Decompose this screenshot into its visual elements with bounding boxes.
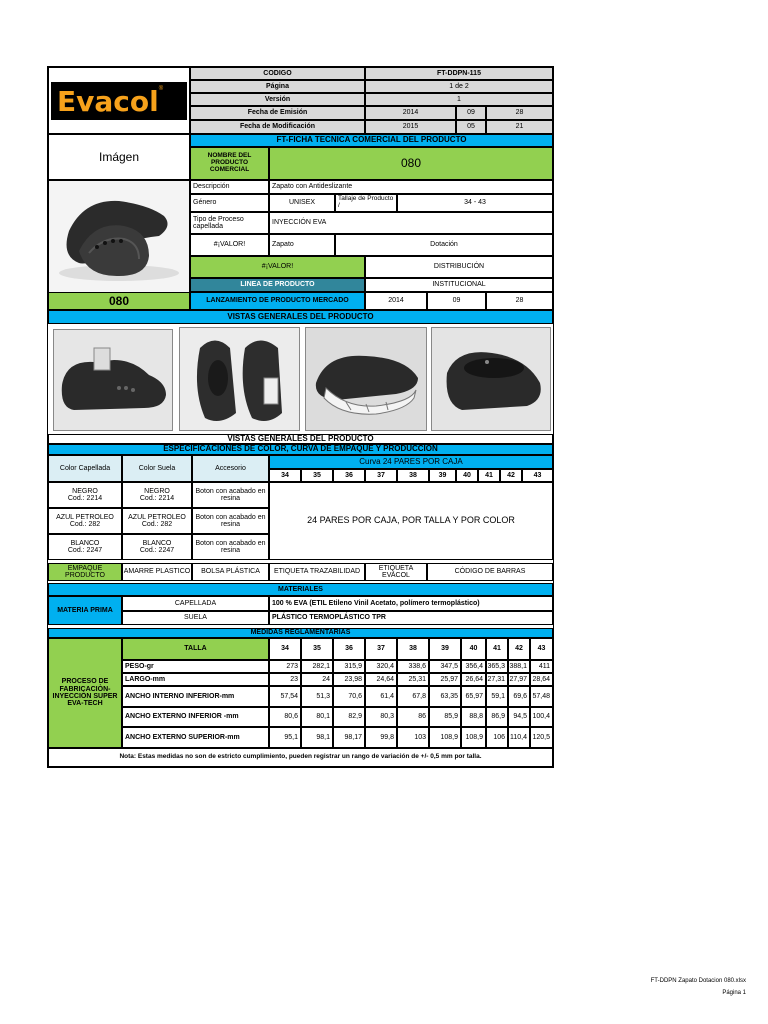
lanzamiento-label: LANZAMIENTO DE PRODUCTO MERCADO xyxy=(190,292,365,310)
medida-value: 99,8 xyxy=(365,727,397,748)
medida-value: 61,4 xyxy=(365,686,397,707)
medida-value: 86,9 xyxy=(486,707,508,727)
emision-day: 28 xyxy=(486,106,553,120)
brand-logo: Evacol ® xyxy=(48,67,190,134)
medida-value: 51,3 xyxy=(301,686,333,707)
medida-value: 108,9 xyxy=(429,727,461,748)
medidas-size-42: 42 xyxy=(508,638,530,660)
descripcion-value: Zapato con Antideslizante xyxy=(269,180,553,194)
modificacion-month: 05 xyxy=(456,120,486,134)
footer-page: Página 1 xyxy=(722,990,746,996)
tallaje-label: Tallaje de Producto / xyxy=(335,194,397,212)
vistas-title: VISTAS GENERALES DEL PRODUCTO xyxy=(48,310,553,324)
capellada-part: CAPELLADA xyxy=(122,596,269,611)
medida-value: 63,35 xyxy=(429,686,461,707)
curva-size-35: 35 xyxy=(301,469,333,482)
imagen-label: Imágen xyxy=(48,134,190,180)
color-capellada-code: Cod.: 2247 xyxy=(67,547,103,554)
medida-value: 98,17 xyxy=(333,727,365,748)
accesorio-header: Accesorio xyxy=(192,455,269,482)
medida-value: 59,1 xyxy=(486,686,508,707)
medida-value: 110,4 xyxy=(508,727,530,748)
empaque-item-1: AMARRE PLASTICO xyxy=(122,563,192,581)
medida-value: 100,4 xyxy=(530,707,553,727)
color-capellada-cell xyxy=(48,534,122,560)
medida-value: 120,5 xyxy=(530,727,553,748)
medida-value: 23 xyxy=(269,673,301,686)
lanzamiento-month: 09 xyxy=(427,292,486,310)
medidas-size-37: 37 xyxy=(365,638,397,660)
version-value: 1 xyxy=(365,93,553,106)
medida-value: 98,1 xyxy=(301,727,333,748)
materiales-title: MATERIALES xyxy=(48,583,553,596)
suela-part: SUELA xyxy=(122,611,269,625)
modificacion-year: 2015 xyxy=(365,120,456,134)
medidas-size-35: 35 xyxy=(301,638,333,660)
medida-value: 282,1 xyxy=(301,660,333,673)
color-capellada-cell xyxy=(48,508,122,534)
medida-value: 24,64 xyxy=(365,673,397,686)
descripcion-label: Descripción xyxy=(190,180,269,194)
curva-header: Curva 24 PARES POR CAJA xyxy=(269,455,553,469)
spec-sheet xyxy=(47,66,554,768)
tipo-proceso-value: INYECCIÓN EVA xyxy=(269,212,553,234)
medida-value: 69,6 xyxy=(508,686,530,707)
medida-value: 28,64 xyxy=(530,673,553,686)
medida-value: 57,54 xyxy=(269,686,301,707)
medida-value: 80,3 xyxy=(365,707,397,727)
pares-text: 24 PARES POR CAJA, POR TALLA Y POR COLOR xyxy=(269,482,553,560)
medida-value: 95,1 xyxy=(269,727,301,748)
accesorio-cell xyxy=(192,508,269,534)
pagina-label: Página xyxy=(190,80,365,93)
product-image-main xyxy=(48,180,190,293)
emision-label: Fecha de Emisión xyxy=(190,106,365,120)
accesorio-cell xyxy=(192,534,269,560)
valor-green-label: #¡VALOR! xyxy=(190,256,365,278)
color-suela-value: BLANCO xyxy=(142,539,172,547)
medida-value: 85,9 xyxy=(429,707,461,727)
capellada-desc: 100 % EVA (ETIL Etileno Vinil Acetato, polímero termoplástico) xyxy=(269,596,553,611)
medida-label: ANCHO EXTERNO INFERIOR -mm xyxy=(122,707,269,727)
empaque-label: EMPAQUE PRODUCTO xyxy=(48,563,122,581)
color-capellada-value: AZUL PETROLEO xyxy=(56,513,114,521)
codigo-label: CODIGO xyxy=(190,67,365,80)
color-suela-code: Cod.: 282 xyxy=(141,521,173,528)
medida-value: 273 xyxy=(269,660,301,673)
curva-size-38: 38 xyxy=(397,469,429,482)
medida-label: ANCHO INTERNO INFERIOR-mm xyxy=(122,686,269,707)
medida-value: 94,5 xyxy=(508,707,530,727)
logo-text: Evacol xyxy=(57,84,159,118)
spec-title: ESPECIFICACIONES DE COLOR, CURVA DE EMPAQUE Y PRODUCCION xyxy=(48,444,553,455)
medidas-size-36: 36 xyxy=(333,638,365,660)
medida-value: 315,9 xyxy=(333,660,365,673)
valor-value2: Dotación xyxy=(335,234,553,256)
medida-value: 103 xyxy=(397,727,429,748)
talla-label: TALLA xyxy=(122,638,269,660)
medidas-size-39: 39 xyxy=(429,638,461,660)
medida-label: PESO-gr xyxy=(122,660,269,673)
color-capellada-value: BLANCO xyxy=(70,539,100,547)
medida-value: 338,6 xyxy=(397,660,429,673)
curva-size-43: 43 xyxy=(522,469,553,482)
medida-value: 25,97 xyxy=(429,673,461,686)
color-capellada-code: Cod.: 282 xyxy=(69,521,101,528)
color-capellada-cell xyxy=(48,482,122,508)
accesorio-value: Boton con acabado en resina xyxy=(195,513,266,528)
medidas-size-43: 43 xyxy=(530,638,553,660)
product-view-angle xyxy=(431,327,551,431)
curva-size-42: 42 xyxy=(500,469,522,482)
medida-value: 80,6 xyxy=(269,707,301,727)
version-label: Versión xyxy=(190,93,365,106)
nombre-value: 080 xyxy=(269,147,553,180)
linea-value: INSTITUCIONAL xyxy=(365,278,553,292)
color-suela-value: NEGRO xyxy=(144,487,170,495)
ficha-title: FT-FICHA TECNICA COMERCIAL DEL PRODUCTO xyxy=(190,134,553,147)
suela-desc: PLÁSTICO TERMOPLÁSTICO TPR xyxy=(269,611,553,625)
nota-text: Nota: Estas medidas no son de estricto cumplimiento, pueden registrar un rango de variación de +/- 0,5 mm por talla. xyxy=(48,748,553,767)
medida-value: 320,4 xyxy=(365,660,397,673)
curva-size-36: 36 xyxy=(333,469,365,482)
proceso-label: PROCESO DE FABRICACIÒN-INYECCIÒN SUPER EVA-TECH xyxy=(48,638,122,748)
color-suela-code: Cod.: 2247 xyxy=(139,547,175,554)
curva-size-39: 39 xyxy=(429,469,456,482)
accesorio-cell xyxy=(192,482,269,508)
medida-value: 82,9 xyxy=(333,707,365,727)
accesorio-value: Boton con acabado en resina xyxy=(195,539,266,554)
genero-value: UNISEX xyxy=(269,194,335,212)
curva-size-37: 37 xyxy=(365,469,397,482)
materia-prima-label: MATERIA PRIMA xyxy=(48,596,122,625)
product-view-front xyxy=(179,327,300,431)
medidas-title: MEDIDAS REGLAMENTARIAS xyxy=(48,628,553,638)
color-suela-value: AZUL PETROLEO xyxy=(128,513,186,521)
empaque-item-3: ETIQUETA TRAZABILIDAD xyxy=(269,563,365,581)
color-capellada-header: Color Capellada xyxy=(48,455,122,482)
medida-value: 65,97 xyxy=(461,686,486,707)
medida-value: 25,31 xyxy=(397,673,429,686)
medidas-size-38: 38 xyxy=(397,638,429,660)
distribucion-value: DISTRIBUCIÓN xyxy=(365,256,553,278)
color-suela-cell xyxy=(122,508,192,534)
medida-value: 365,3 xyxy=(486,660,508,673)
medidas-size-40: 40 xyxy=(461,638,486,660)
color-suela-cell xyxy=(122,534,192,560)
medida-value: 70,6 xyxy=(333,686,365,707)
empaque-item-5: CÓDIGO DE BARRAS xyxy=(427,563,553,581)
emision-month: 09 xyxy=(456,106,486,120)
lanzamiento-day: 28 xyxy=(486,292,553,310)
emision-year: 2014 xyxy=(365,106,456,120)
genero-label: Género xyxy=(190,194,269,212)
medida-value: 57,48 xyxy=(530,686,553,707)
medida-value: 86 xyxy=(397,707,429,727)
linea-label: LINEA DE PRODUCTO xyxy=(190,278,365,292)
medida-label: LARGO-mm xyxy=(122,673,269,686)
lanzamiento-year: 2014 xyxy=(365,292,427,310)
lanzamiento-code: 080 xyxy=(48,292,190,310)
color-suela-cell xyxy=(122,482,192,508)
empaque-item-2: BOLSA PLÁSTICA xyxy=(192,563,269,581)
medida-value: 27,97 xyxy=(508,673,530,686)
medida-value: 23,98 xyxy=(333,673,365,686)
empaque-item-4: ETIQUETA EVACOL xyxy=(365,563,427,581)
color-capellada-value: NEGRO xyxy=(72,487,98,495)
medida-value: 67,8 xyxy=(397,686,429,707)
medida-value: 356,4 xyxy=(461,660,486,673)
color-suela-code: Cod.: 2214 xyxy=(139,495,175,502)
curva-size-34: 34 xyxy=(269,469,301,482)
medida-value: 88,8 xyxy=(461,707,486,727)
footer-file: FT-DDPN Zapato Dotacion 080.xlsx xyxy=(650,978,746,984)
medida-value: 411 xyxy=(530,660,553,673)
modificacion-day: 21 xyxy=(486,120,553,134)
medida-value: 106 xyxy=(486,727,508,748)
nombre-label: NOMBRE DEL PRODUCTO COMERCIAL xyxy=(190,147,269,180)
medida-value: 388,1 xyxy=(508,660,530,673)
tipo-proceso-label: Tipo de Proceso capellada xyxy=(190,212,269,234)
medida-value: 27,31 xyxy=(486,673,508,686)
medida-value: 24 xyxy=(301,673,333,686)
color-suela-header: Color Suela xyxy=(122,455,192,482)
curva-size-40: 40 xyxy=(456,469,478,482)
medidas-size-41: 41 xyxy=(486,638,508,660)
product-view-sole xyxy=(305,327,427,431)
valor-value1: Zapato xyxy=(269,234,335,256)
tallaje-value: 34 - 43 xyxy=(397,194,553,212)
modificacion-label: Fecha de Modificación xyxy=(190,120,365,134)
vistas-title-2: VISTAS GENERALES DEL PRODUCTO xyxy=(48,434,553,444)
curva-size-41: 41 xyxy=(478,469,500,482)
medida-label: ANCHO EXTERNO SUPERIOR-mm xyxy=(122,727,269,748)
product-view-side xyxy=(53,329,173,431)
pagina-value: 1 de 2 xyxy=(365,80,553,93)
valor-label: #¡VALOR! xyxy=(190,234,269,256)
medida-value: 26,64 xyxy=(461,673,486,686)
medida-value: 108,9 xyxy=(461,727,486,748)
color-capellada-code: Cod.: 2214 xyxy=(67,495,103,502)
accesorio-value: Boton con acabado en resina xyxy=(195,487,266,502)
codigo-value: FT-DDPN-115 xyxy=(365,67,553,80)
medidas-size-34: 34 xyxy=(269,638,301,660)
medida-value: 347,5 xyxy=(429,660,461,673)
medida-value: 80,1 xyxy=(301,707,333,727)
